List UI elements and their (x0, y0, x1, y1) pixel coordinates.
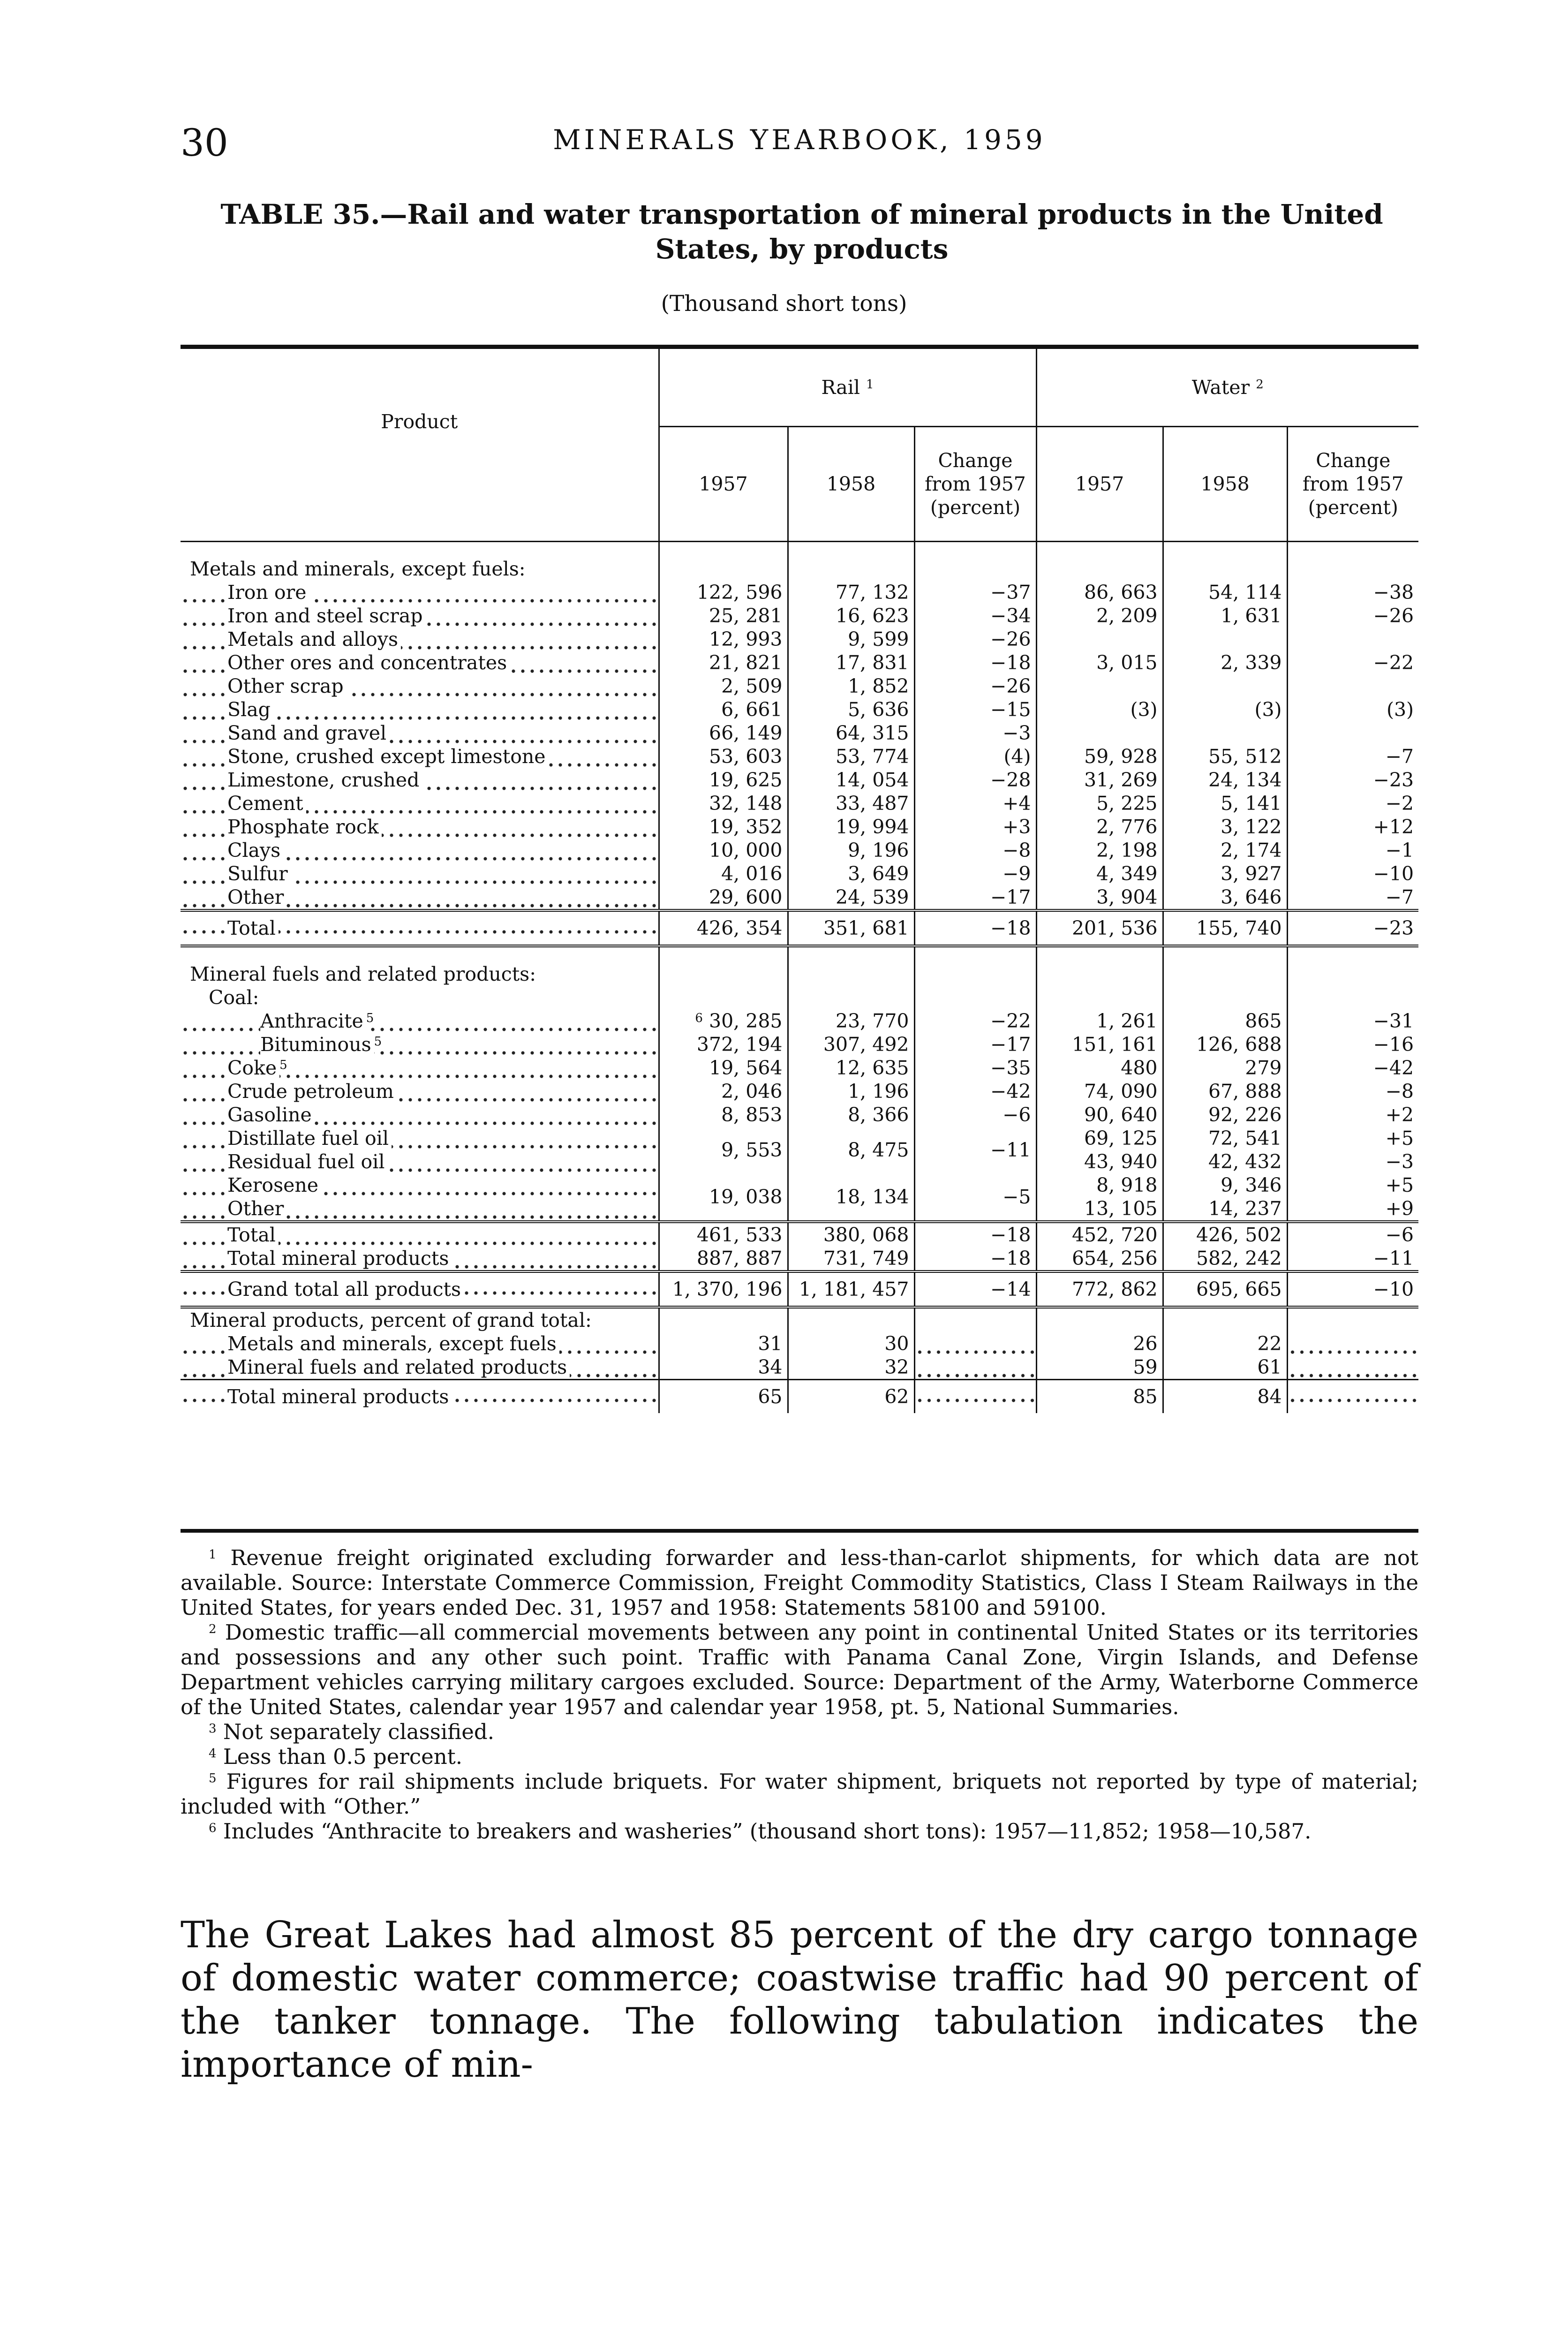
cell-rail-change: −11 (914, 1127, 1036, 1173)
cell-water-1957 (1036, 721, 1163, 745)
cell-water-change: −38 (1287, 581, 1418, 604)
table-row (181, 628, 1418, 651)
cell-water-1958: 1, 631 (1163, 604, 1287, 628)
table-title (206, 197, 1397, 266)
row-label: Mineral fuels and related products (181, 1355, 659, 1380)
cell-rail-change: −6 (914, 1103, 1036, 1127)
cell-water-1957: 26 (1036, 1332, 1163, 1355)
col-group-water: Water $^2$ (1036, 347, 1418, 427)
cell-rail-1957: 19, 564 (659, 1056, 788, 1080)
cell-water-change: +2 (1287, 1103, 1418, 1127)
cell-water-1957: 3, 904 (1036, 885, 1163, 910)
body-paragraph: The Great Lakes had almost 85 percent of the dry cargo tonnage of domestic water commerce; coastwise traffic had 90 percent of the tanker tonnage. The following tabulation indicates the importance of min- (181, 1914, 1418, 2086)
cell-rail-change: −37 (914, 581, 1036, 604)
section-row (181, 986, 1418, 1009)
footnote-text: Revenue freight originated excluding forwarder and less-than-carlot shipments, for which data are not available. Source: Interstate Commerce Commission, Freight Commodity Statistics, Class I Steam Railways in the United States, for years ended Dec. 31, 1957 and 1958: Statements 58100 and 59100. (181, 1545, 1418, 1620)
cell-water-change: −10 (1287, 1271, 1418, 1307)
cell-water-1958: 42, 432 (1163, 1150, 1287, 1173)
table-row (181, 745, 1418, 768)
cell-rail-change: −18 (914, 1247, 1036, 1271)
cell-rail-1958: 307, 492 (788, 1033, 914, 1056)
row-label: Crude petroleum (181, 1080, 659, 1103)
table-row (181, 1332, 1418, 1355)
cell-water-1957: 1, 261 (1036, 1009, 1163, 1033)
cell-rail-1957: 6, 661 (659, 698, 788, 721)
table-row (181, 1033, 1418, 1056)
cell-rail-1958: 1, 181, 457 (788, 1271, 914, 1307)
cell-water-1958: 2, 339 (1163, 651, 1287, 674)
cell-water-1957: 90, 640 (1036, 1103, 1163, 1127)
section-label: Mineral products, percent of grand total: (181, 1307, 659, 1332)
cell-rail-change: −17 (914, 1033, 1036, 1056)
col-header-water-1957: 1957 (1036, 427, 1163, 542)
cell-rail-1957: 66, 149 (659, 721, 788, 745)
footnote (181, 1545, 1418, 1620)
page-header (181, 121, 1418, 163)
page-number: 30 (181, 121, 228, 165)
cell-rail-1957: 10, 000 (659, 839, 788, 862)
table-row (181, 862, 1418, 885)
cell-water-1958: 9, 346 (1163, 1173, 1287, 1197)
cell-rail-change: −17 (914, 885, 1036, 910)
cell-water-1958 (1163, 721, 1287, 745)
cell-rail-change: −18 (914, 910, 1036, 946)
col-header-water-1958: 1958 (1163, 427, 1287, 542)
cell-water-change: −8 (1287, 1080, 1418, 1103)
cell-water-change (1287, 1380, 1418, 1414)
cell-rail-1957: 19, 352 (659, 815, 788, 839)
cell-rail-1958: 33, 487 (788, 792, 914, 815)
cell-water-change: −42 (1287, 1056, 1418, 1080)
table-row (181, 1056, 1418, 1080)
cell-water-change (1287, 628, 1418, 651)
footnote (181, 1819, 1418, 1844)
cell-rail-1957: 19, 038 (659, 1173, 788, 1222)
row-label: Total (181, 910, 659, 946)
total-row (181, 1247, 1418, 1271)
cell-water-change (1287, 721, 1418, 745)
cell-water-change: −23 (1287, 768, 1418, 792)
row-label: Limestone, crushed (181, 768, 659, 792)
cell-water-1958: 14, 237 (1163, 1197, 1287, 1222)
cell-water-change: −7 (1287, 745, 1418, 768)
cell-water-1957: 201, 536 (1036, 910, 1163, 946)
cell-water-1957: 43, 940 (1036, 1150, 1163, 1173)
cell-rail-1958: 351, 681 (788, 910, 914, 946)
cell-rail-1957: 32, 148 (659, 792, 788, 815)
cell-water-1957: (3) (1036, 698, 1163, 721)
table-row (181, 581, 1418, 604)
cell-rail-1957: 122, 596 (659, 581, 788, 604)
cell-water-1957: 69, 125 (1036, 1127, 1163, 1150)
cell-rail-1957: 19, 625 (659, 768, 788, 792)
row-label: Kerosene (181, 1173, 659, 1197)
cell-water-1957: 2, 209 (1036, 604, 1163, 628)
cell-water-change: −3 (1287, 1150, 1418, 1173)
cell-water-1957: 452, 720 (1036, 1222, 1163, 1247)
cell-rail-1958: 8, 366 (788, 1103, 914, 1127)
cell-rail-1957: 29, 600 (659, 885, 788, 910)
row-label: Stone, crushed except limestone (181, 745, 659, 768)
cell-water-change: −7 (1287, 885, 1418, 910)
col-header-rail-1958: 1958 (788, 427, 914, 542)
footnote-text: Includes “Anthracite to breakers and washeries” (thousand short tons): 1957—11,852; 1958—10,587. (223, 1819, 1312, 1844)
footnote (181, 1620, 1418, 1719)
cell-water-1957: 480 (1036, 1056, 1163, 1080)
table-row (181, 1103, 1418, 1127)
cell-water-change: −10 (1287, 862, 1418, 885)
cell-water-1958: 155, 740 (1163, 910, 1287, 946)
footnote-mark: 6 (209, 1821, 217, 1835)
table-row (181, 1355, 1418, 1380)
cell-rail-change: +4 (914, 792, 1036, 815)
cell-water-change: +5 (1287, 1173, 1418, 1197)
row-label: Phosphate rock (181, 815, 659, 839)
table-row (181, 698, 1418, 721)
cell-water-change: +12 (1287, 815, 1418, 839)
cell-water-1958: 22 (1163, 1332, 1287, 1355)
section-row (181, 542, 1418, 581)
cell-water-1957: 86, 663 (1036, 581, 1163, 604)
row-label: Iron and steel scrap (181, 604, 659, 628)
table-row (181, 768, 1418, 792)
cell-water-1958: 54, 114 (1163, 581, 1287, 604)
cell-rail-1957: 53, 603 (659, 745, 788, 768)
cell-rail-1958: 8, 475 (788, 1127, 914, 1173)
cell-rail-change: −8 (914, 839, 1036, 862)
row-label: Other scrap (181, 674, 659, 698)
cell-water-1958: 126, 688 (1163, 1033, 1287, 1056)
row-label: Clays (181, 839, 659, 862)
cell-water-1958: 695, 665 (1163, 1271, 1287, 1307)
cell-rail-1958: 9, 196 (788, 839, 914, 862)
cell-rail-1958: 32 (788, 1355, 914, 1380)
section-row (181, 1307, 1418, 1332)
row-label: Metals and minerals, except fuels (181, 1332, 659, 1355)
section-label: Coal: (209, 986, 259, 1009)
cell-rail-1958: 18, 134 (788, 1173, 914, 1222)
footnote-mark: 5 (209, 1771, 217, 1785)
cell-water-1958: 24, 134 (1163, 768, 1287, 792)
cell-water-change: −6 (1287, 1222, 1418, 1247)
col-header-rail-1957: 1957 (659, 427, 788, 542)
cell-water-1958 (1163, 628, 1287, 651)
footnote-text: Not separately classified. (223, 1719, 495, 1744)
footnote-mark: 2 (209, 1622, 217, 1636)
cell-rail-1958: 12, 635 (788, 1056, 914, 1080)
cell-water-change (1287, 674, 1418, 698)
total-row (181, 910, 1418, 946)
cell-rail-1957: $^6$ 30, 285 (659, 1009, 788, 1033)
row-label: Total mineral products (181, 1380, 659, 1414)
cell-rail-1958: 1, 196 (788, 1080, 914, 1103)
row-label: Grand total all products (181, 1271, 659, 1307)
table-title-line1: TABLE 35.—Rail and water transportation of mineral products in the United (220, 198, 1383, 230)
section-label: Mineral fuels and related products: (181, 946, 659, 986)
footnote-text: Figures for rail shipments include briquets. For water shipment, briquets not reported by type of material; included with “Other.” (181, 1769, 1418, 1819)
section-row (181, 946, 1418, 986)
cell-rail-1957: 65 (659, 1380, 788, 1414)
cell-rail-change: −14 (914, 1271, 1036, 1307)
cell-rail-1958: 731, 749 (788, 1247, 914, 1271)
footnote-mark: 4 (209, 1747, 217, 1761)
cell-rail-1958: 14, 054 (788, 768, 914, 792)
col-group-rail: Rail $^1$ (659, 347, 1036, 427)
cell-rail-1957: 426, 354 (659, 910, 788, 946)
table-row (181, 885, 1418, 910)
cell-rail-change: −42 (914, 1080, 1036, 1103)
cell-rail-change: −26 (914, 674, 1036, 698)
footnote-mark: 3 (209, 1722, 217, 1736)
cell-rail-1958: 23, 770 (788, 1009, 914, 1033)
cell-rail-change: −15 (914, 698, 1036, 721)
cell-rail-change: −34 (914, 604, 1036, 628)
table-title-line2: States, by products (655, 233, 949, 265)
table-row (181, 651, 1418, 674)
table-row (181, 1009, 1418, 1033)
table-row (181, 1080, 1418, 1103)
cell-water-1958: 865 (1163, 1009, 1287, 1033)
cell-water-1958: (3) (1163, 698, 1287, 721)
table-end-rule (181, 1529, 1418, 1533)
cell-rail-1958: 380, 068 (788, 1222, 914, 1247)
cell-water-1958: 72, 541 (1163, 1127, 1287, 1150)
row-label: Sand and gravel (181, 721, 659, 745)
cell-rail-1957: 4, 016 (659, 862, 788, 885)
cell-rail-1957: 461, 533 (659, 1222, 788, 1247)
cell-water-1958: 582, 242 (1163, 1247, 1287, 1271)
cell-water-change: −11 (1287, 1247, 1418, 1271)
cell-water-1957: 151, 161 (1036, 1033, 1163, 1056)
cell-water-1958 (1163, 674, 1287, 698)
data-table (181, 345, 1418, 1413)
col-header-water-change: Change from 1957 (percent) (1287, 427, 1418, 542)
cell-water-1957: 13, 105 (1036, 1197, 1163, 1222)
cell-rail-1957: 25, 281 (659, 604, 788, 628)
cell-water-1957: 772, 862 (1036, 1271, 1163, 1307)
footnote-text: Less than 0.5 percent. (223, 1744, 463, 1769)
row-label: Coke $^5$ (181, 1056, 659, 1080)
cell-rail-1957: 12, 993 (659, 628, 788, 651)
cell-rail-change: −18 (914, 1222, 1036, 1247)
row-label: Slag (181, 698, 659, 721)
footnote (181, 1719, 1418, 1744)
row-label: Metals and alloys (181, 628, 659, 651)
cell-water-change (1287, 1332, 1418, 1355)
cell-water-1957 (1036, 628, 1163, 651)
table-row (181, 604, 1418, 628)
cell-water-1958: 67, 888 (1163, 1080, 1287, 1103)
cell-rail-1957: 372, 194 (659, 1033, 788, 1056)
cell-rail-1957: 2, 509 (659, 674, 788, 698)
cell-water-1957: 2, 776 (1036, 815, 1163, 839)
cell-rail-1958: 5, 636 (788, 698, 914, 721)
row-label: Cement (181, 792, 659, 815)
cell-water-change: −2 (1287, 792, 1418, 815)
table-row (181, 721, 1418, 745)
cell-water-1957: 59 (1036, 1355, 1163, 1380)
running-title: MINERALS YEARBOOK, 1959 (553, 124, 1046, 156)
cell-rail-change: −35 (914, 1056, 1036, 1080)
cell-rail-change: −22 (914, 1009, 1036, 1033)
cell-rail-1958: 77, 132 (788, 581, 914, 604)
grand-total-row (181, 1271, 1418, 1307)
cell-rail-1958: 16, 623 (788, 604, 914, 628)
cell-water-1958: 3, 646 (1163, 885, 1287, 910)
table-row (181, 674, 1418, 698)
row-label: Bituminous $^5$ (181, 1033, 659, 1056)
cell-water-1957: 8, 918 (1036, 1173, 1163, 1197)
cell-water-1958: 84 (1163, 1380, 1287, 1414)
cell-water-1958: 92, 226 (1163, 1103, 1287, 1127)
cell-water-change: +5 (1287, 1127, 1418, 1150)
cell-water-1957: 654, 256 (1036, 1247, 1163, 1271)
table-unit: (Thousand short tons) (661, 291, 907, 317)
cell-water-1957 (1036, 674, 1163, 698)
row-label: Total mineral products (181, 1247, 659, 1271)
table-row (181, 1173, 1418, 1197)
cell-rail-1958: 24, 539 (788, 885, 914, 910)
cell-rail-change (914, 1380, 1036, 1414)
cell-water-change: (3) (1287, 698, 1418, 721)
cell-rail-1957: 31 (659, 1332, 788, 1355)
row-label: Sulfur (181, 862, 659, 885)
col-header-rail-change: Change from 1957 (percent) (914, 427, 1036, 542)
cell-water-1957: 59, 928 (1036, 745, 1163, 768)
cell-water-1958: 426, 502 (1163, 1222, 1287, 1247)
footnote-text: Domestic traffic—all commercial movements between any point in continental United States or its territories and possessions and any other such point. Traffic with Panama Canal Zone, Virgin Islands, and Defense Department vehicles carrying military cargoes excluded. Source: Department of the Army, Waterborne Commerce of the United States, calendar year 1957 and calendar year 1958, pt. 5, National Summaries. (181, 1620, 1418, 1719)
cell-rail-1957: 9, 553 (659, 1127, 788, 1173)
cell-rail-1957: 21, 821 (659, 651, 788, 674)
cell-water-change: −26 (1287, 604, 1418, 628)
cell-rail-change: −26 (914, 628, 1036, 651)
cell-water-1957: 31, 269 (1036, 768, 1163, 792)
cell-rail-1958: 19, 994 (788, 815, 914, 839)
row-label: Total (181, 1222, 659, 1247)
cell-water-change: −1 (1287, 839, 1418, 862)
cell-rail-change: −9 (914, 862, 1036, 885)
cell-water-1957: 4, 349 (1036, 862, 1163, 885)
row-label: Other ores and concentrates (181, 651, 659, 674)
table-row (181, 815, 1418, 839)
footnote-mark: 1 (209, 1548, 217, 1562)
cell-rail-1958: 64, 315 (788, 721, 914, 745)
cell-water-1957: 5, 225 (1036, 792, 1163, 815)
cell-water-1958: 279 (1163, 1056, 1287, 1080)
cell-rail-change: −3 (914, 721, 1036, 745)
cell-rail-1957: 887, 887 (659, 1247, 788, 1271)
cell-water-change: −31 (1287, 1009, 1418, 1033)
cell-water-change: +9 (1287, 1197, 1418, 1222)
cell-rail-change (914, 1355, 1036, 1380)
cell-water-1958: 55, 512 (1163, 745, 1287, 768)
row-label: Anthracite $^5$ (181, 1009, 659, 1033)
total-row (181, 1222, 1418, 1247)
cell-rail-1957: 34 (659, 1355, 788, 1380)
cell-water-1957: 2, 198 (1036, 839, 1163, 862)
footnote (181, 1769, 1418, 1819)
cell-rail-1958: 30 (788, 1332, 914, 1355)
footnotes (181, 1545, 1418, 1844)
table-row (181, 1380, 1418, 1414)
table-row (181, 1127, 1418, 1150)
cell-water-1957: 85 (1036, 1380, 1163, 1414)
cell-rail-1957: 1, 370, 196 (659, 1271, 788, 1307)
cell-rail-change: −28 (914, 768, 1036, 792)
cell-rail-1958: 62 (788, 1380, 914, 1414)
cell-rail-1958: 1, 852 (788, 674, 914, 698)
row-label: Distillate fuel oil (181, 1127, 659, 1150)
row-label: Gasoline (181, 1103, 659, 1127)
cell-rail-change: +3 (914, 815, 1036, 839)
cell-rail-change (914, 1332, 1036, 1355)
cell-rail-1957: 8, 853 (659, 1103, 788, 1127)
row-label: Residual fuel oil (181, 1150, 659, 1173)
cell-rail-1958: 17, 831 (788, 651, 914, 674)
cell-rail-1958: 53, 774 (788, 745, 914, 768)
table-row (181, 792, 1418, 815)
table-row (181, 839, 1418, 862)
cell-water-change: −22 (1287, 651, 1418, 674)
row-label: Other (181, 1197, 659, 1222)
cell-water-1957: 3, 015 (1036, 651, 1163, 674)
cell-water-1958: 5, 141 (1163, 792, 1287, 815)
cell-water-change: −16 (1287, 1033, 1418, 1056)
cell-water-1958: 2, 174 (1163, 839, 1287, 862)
cell-water-1957: 74, 090 (1036, 1080, 1163, 1103)
col-header-product: Product (181, 347, 659, 542)
cell-rail-change: −5 (914, 1173, 1036, 1222)
row-label: Other (181, 885, 659, 910)
cell-rail-1957: 2, 046 (659, 1080, 788, 1103)
footnote (181, 1744, 1418, 1769)
section-label: Metals and minerals, except fuels: (190, 558, 526, 580)
cell-water-1958: 3, 927 (1163, 862, 1287, 885)
cell-water-1958: 61 (1163, 1355, 1287, 1380)
cell-water-1958: 3, 122 (1163, 815, 1287, 839)
cell-water-change (1287, 1355, 1418, 1380)
cell-rail-change: −18 (914, 651, 1036, 674)
cell-rail-1958: 3, 649 (788, 862, 914, 885)
cell-rail-change: (4) (914, 745, 1036, 768)
row-label: Iron ore (181, 581, 659, 604)
cell-rail-1958: 9, 599 (788, 628, 914, 651)
cell-water-change: −23 (1287, 910, 1418, 946)
